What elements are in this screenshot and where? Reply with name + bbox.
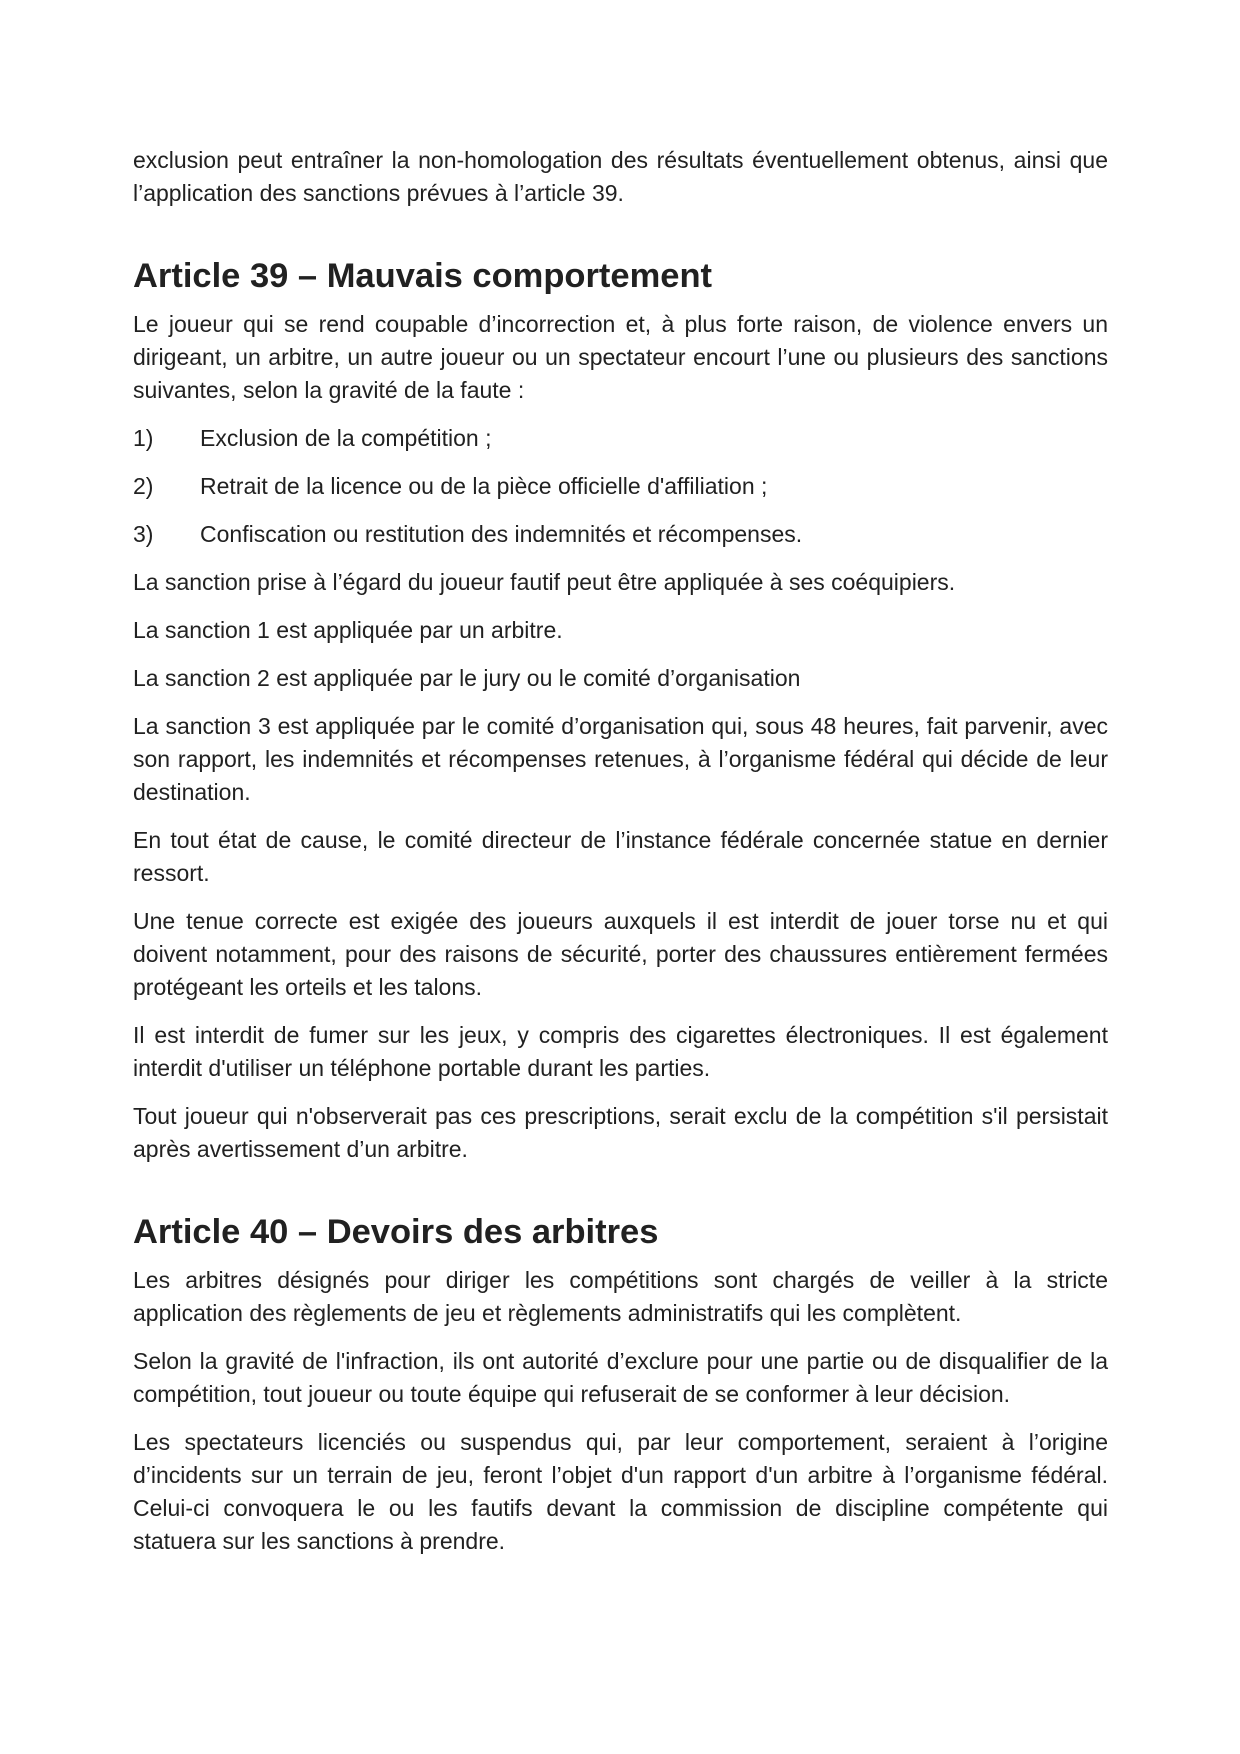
paragraph: Selon la gravité de l'infraction, ils ont autorité d’exclure pour une partie ou de disqualifier de la compétition, tout joueur ou toute équipe qui refuserait de se conformer à leur décision. [133, 1348, 1108, 1407]
article-40-heading: Article 40 – Devoirs des arbitres [133, 1213, 659, 1251]
paragraph: En tout état de cause, le comité directeur de l’instance fédérale concernée statue en dernier ressort. [133, 827, 1108, 886]
paragraph: Il est interdit de fumer sur les jeux, y compris des cigarettes électroniques. Il est également interdit d'utiliser un téléphone portable durant les parties. [133, 1022, 1108, 1081]
paragraph: Tout joueur qui n'observerait pas ces prescriptions, serait exclu de la compétition s'il persistait après avertissement d’un arbitre. [133, 1103, 1108, 1162]
sanction-item-3 [133, 518, 1108, 551]
sanction-item-2 [133, 470, 1108, 503]
paragraph: La sanction prise à l’égard du joueur fautif peut être appliquée à ses coéquipiers. [133, 569, 956, 595]
paragraph: La sanction 2 est appliquée par le jury ou le comité d’organisation [133, 665, 801, 691]
sanction-text: Retrait de la licence ou de la pièce officielle d'affiliation ; [200, 473, 768, 499]
article-39-intro: Le joueur qui se rend coupable d’incorrection et, à plus forte raison, de violence envers un dirigeant, un arbitre, un autre joueur ou un spectateur encourt l’une ou plusieurs des sanctions suivantes, selon la gravité de la faute : [133, 311, 1108, 403]
sanction-text: Exclusion de la compétition ; [200, 425, 492, 451]
sanction-text: Confiscation ou restitution des indemnités et récompenses. [200, 521, 803, 547]
sanction-number: 2) [133, 473, 154, 499]
paragraph: Les arbitres désignés pour diriger les compétitions sont chargés de veiller à la stricte application des règlements de jeu et règlements administratifs qui les complètent. [133, 1267, 1108, 1326]
sanction-number: 3) [133, 521, 154, 547]
paragraph: La sanction 1 est appliquée par un arbitre. [133, 617, 563, 643]
sanction-item-1 [133, 422, 1108, 455]
paragraph: La sanction 3 est appliquée par le comité d’organisation qui, sous 48 heures, fait parvenir, avec son rapport, les indemnités et récompenses retenues, à l’organisme fédéral qui décide de leur destination. [133, 713, 1108, 805]
paragraph: Les spectateurs licenciés ou suspendus qui, par leur comportement, seraient à l’origine d’incidents sur un terrain de jeu, feront l’objet d'un rapport d'un arbitre à l’organisme fédéral. Celui-ci convoquera le ou les fautifs devant la commission de discipline compétente qui statuera sur les sanctions à prendre. [133, 1429, 1108, 1554]
continuation-paragraph: exclusion peut entraîner la non-homologation des résultats éventuellement obtenus, ainsi que l’application des sanctions prévues à l’article 39. [133, 147, 1108, 206]
article-39-heading: Article 39 – Mauvais comportement [133, 257, 713, 295]
sanction-number: 1) [133, 425, 154, 451]
paragraph: Une tenue correcte est exigée des joueurs auxquels il est interdit de jouer torse nu et qui doivent notamment, pour des raisons de sécurité, porter des chaussures entièrement fermées protégeant les orteils et les talons. [133, 908, 1108, 1000]
